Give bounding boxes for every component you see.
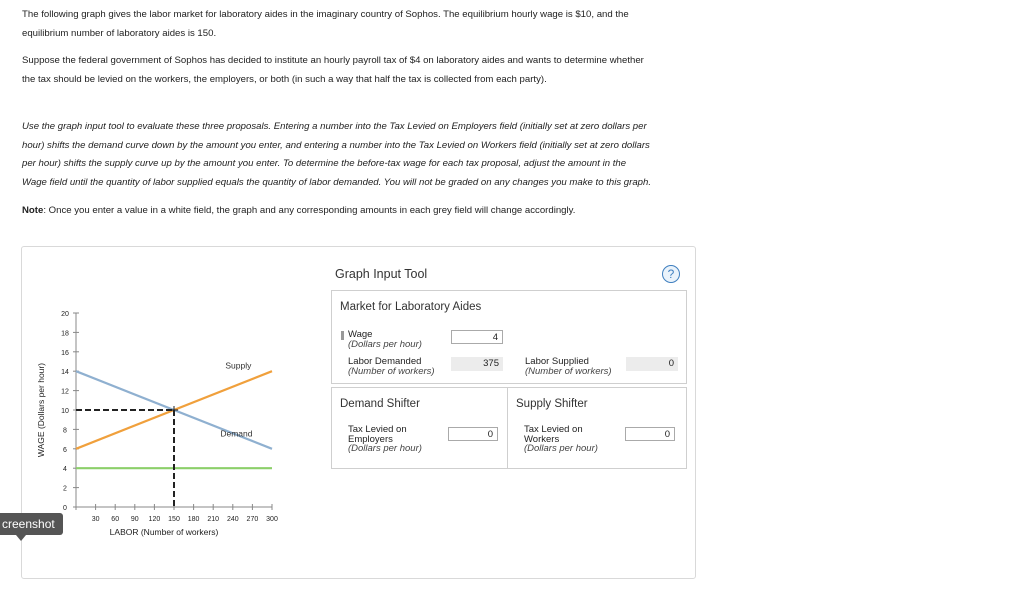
wage-unit: (Dollars per hour) [348,338,422,350]
graph-input-tool [331,249,691,574]
intro-line-1: The following graph gives the labor market for laboratory aides in the imaginary country of Sophos. The equilibrium hourly wage is $10, and the [22,9,629,20]
labor-demanded-label [348,357,435,376]
labor-demanded-unit: (Number of workers) [348,365,435,377]
labor-supplied-label-text: Labor Supplied [525,356,589,367]
wage-field[interactable]: 4 [451,330,503,344]
x-tick-label: 120 [148,516,161,523]
y-tick-label: 12 [61,388,69,396]
x-tick-label: 150 [168,516,180,523]
tax-line-2: the tax should be levied on the workers, the employers, or both (in such a way that half the tax is collected from each party). [22,73,547,85]
worker-tax-label-line-1: Tax Levied on [524,424,583,435]
supply-shifter-title: Supply Shifter [516,398,588,410]
labor-demanded-field: 375 [451,357,503,371]
instructions-line-4: Wage field until the quantity of labor supplied equals the quantity of labor demanded. You will not be graded on any changes you make to this graph. [22,176,651,188]
x-tick-label: 90 [130,516,139,523]
employer-tax-unit: (Dollars per hour) [348,443,422,454]
graph-panel [21,246,696,579]
supply-shifter-section [507,387,687,469]
supply-curve-label: Supply [225,360,252,371]
labor-market-chart[interactable] [22,247,322,547]
help-icon[interactable]: ? [662,265,680,283]
employer-tax-label-line-1: Tax Levied on [348,424,407,435]
y-tick-label: 2 [63,485,67,493]
market-section-title: Market for Laboratory Aides [340,301,482,313]
x-tick-label: 300 [266,516,278,523]
tax-paragraph [22,52,742,89]
note-text: : Once you enter a value in a white field, the graph and any corresponding amounts in each grey field will change accordingly. [43,205,576,216]
y-tick-label: 16 [61,349,69,357]
demand-shifter-section [331,387,508,469]
wage-label [348,330,422,349]
y-tick-label: 20 [61,311,69,318]
labor-demanded-label-text: Labor Demanded [348,356,422,367]
tax-line-1: Suppose the federal government of Sophos has decided to institute an hourly payroll tax of $4 on laboratory aides and wants to determine whether [22,55,644,66]
y-tick-label: 8 [63,427,67,435]
x-tick-label: 270 [246,516,259,523]
wage-label-text: Wage [348,329,373,340]
y-axis-label: WAGE (Dollars per hour) [36,362,46,458]
graph-input-tool-title: Graph Input Tool [335,267,428,281]
employer-tax-label [348,425,422,454]
y-tick-label: 0 [63,505,67,512]
intro-paragraph [22,6,742,43]
x-tick-label: 60 [111,516,120,523]
x-tick-label: 240 [226,516,239,523]
labor-supplied-unit: (Number of workers) [525,365,612,377]
note-label: Note [22,205,44,216]
y-tick-label: 10 [61,408,69,415]
instructions-line-3: per hour) shifts the supply curve up by the amount you enter. To determine the before-tax wage for each tax proposal, adjust the amount in the [22,158,627,169]
screenshot-tooltip: creenshot [0,513,63,535]
worker-tax-field[interactable]: 0 [625,427,675,441]
worker-tax-unit: (Dollars per hour) [524,443,598,454]
worker-tax-label-line-2: Workers [524,433,560,445]
labor-supplied-field: 0 [626,357,678,371]
note-paragraph [22,202,742,221]
x-tick-label: 210 [207,516,220,523]
worker-tax-label [524,425,598,454]
intro-line-2: equilibrium number of laboratory aides is 150. [22,27,217,39]
instructions-line-1: Use the graph input tool to evaluate these three proposals. Entering a number into the Tax Levied on Employers field (initially set at zero dollars per [22,121,647,132]
x-axis-label: LABOR (Number of workers) [109,527,219,537]
demand-shifter-title: Demand Shifter [340,398,420,410]
x-tick-label: 180 [187,516,200,523]
y-tick-label: 6 [63,446,67,454]
wage-marker [341,331,344,340]
x-tick-label: 30 [91,516,100,523]
y-tick-label: 18 [61,330,69,338]
labor-supplied-label [525,357,612,376]
employer-tax-label-line-2: Employers [348,433,393,445]
demand-curve-label: Demand [220,428,253,439]
employer-tax-field[interactable]: 0 [448,427,498,441]
market-section [331,290,687,384]
instructions-paragraph [22,118,742,192]
y-tick-label: 4 [63,466,67,474]
y-tick-label: 14 [61,369,69,377]
instructions-line-2: hour) shifts the demand curve down by the amount you enter, and entering a number into the Tax Levied on Workers field (initially set at zero dollars [22,139,650,151]
